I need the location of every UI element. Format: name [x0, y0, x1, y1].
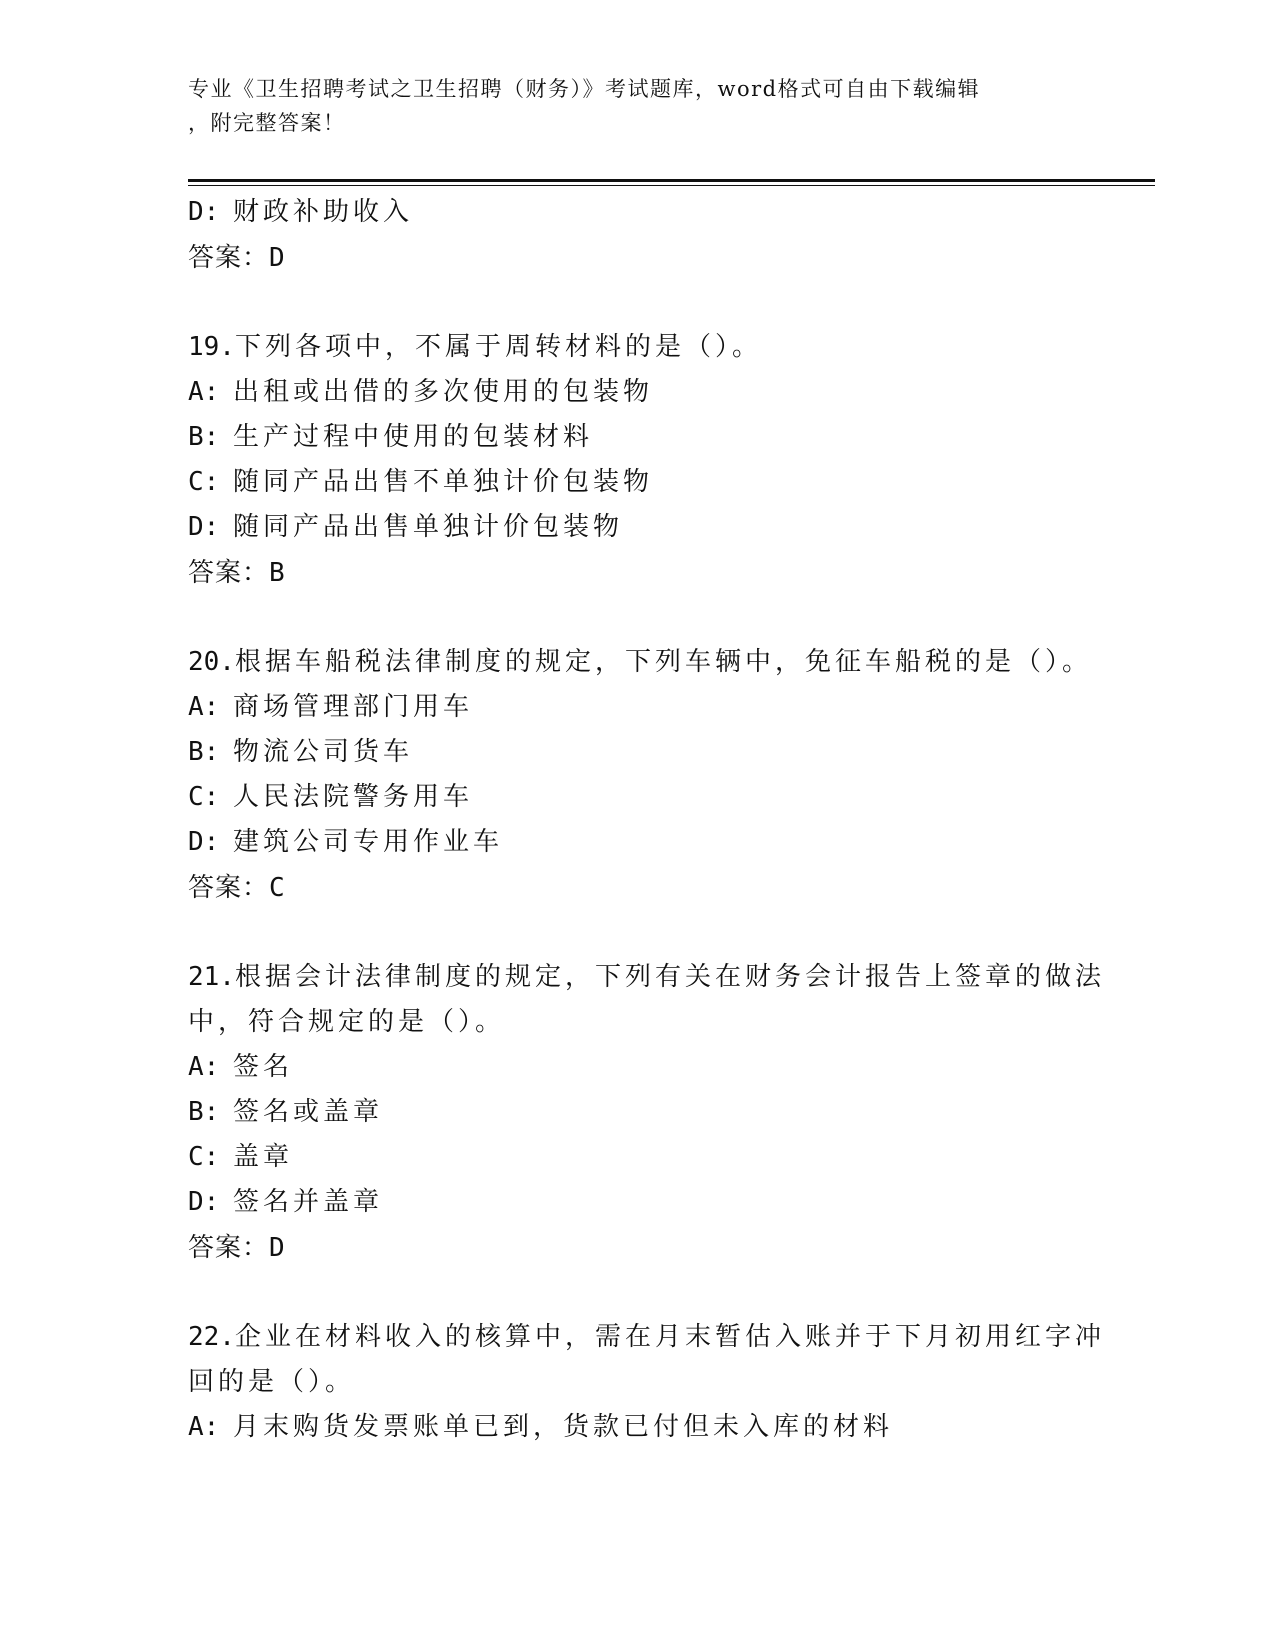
question-stem-text: 企业在材料收入的核算中，需在月末暂估入账并于下月初用红字冲: [234, 1322, 1105, 1352]
option-text: 盖章: [233, 1142, 294, 1172]
answer-line: [188, 550, 1088, 596]
option-tag: C:: [188, 467, 220, 497]
question-stem-text: 根据车船税法律制度的规定，下列车辆中，免征车船税的是（）。: [234, 647, 1092, 677]
question-number: 21.: [188, 962, 235, 992]
option-text: 随同产品出售单独计价包装物: [233, 512, 624, 542]
option-tag: A:: [188, 1052, 220, 1082]
question-20: [188, 640, 1092, 911]
option-tag: B:: [188, 1097, 220, 1127]
header-text-line1: 专业《卫生招聘考试之卫生招聘（财务）》考试题库，word格式可自由下载编辑: [188, 77, 981, 101]
option-d: [188, 1180, 1088, 1225]
option-text: 随同产品出售不单独计价包装物: [233, 467, 654, 497]
option-tag: C:: [188, 782, 220, 812]
option-tag: D:: [188, 827, 220, 857]
question-stem-text: 根据会计法律制度的规定，下列有关在财务会计报告上签章的做法: [234, 962, 1105, 992]
option-text: 财政补助收入: [233, 197, 414, 227]
header-divider-thin: [188, 185, 1155, 186]
answer-line: [188, 235, 1088, 281]
option-text: 建筑公司专用作业车: [233, 827, 504, 857]
option-b: [188, 1090, 1088, 1135]
question-number: 22.: [188, 1322, 235, 1352]
option-c: [188, 460, 1088, 505]
header-text-line2: ，附完整答案！: [188, 111, 346, 135]
question-19: [188, 325, 1088, 596]
option-tag: D:: [188, 1187, 220, 1217]
question-stem-line1: [188, 955, 1105, 1000]
question-number: 19.: [188, 332, 235, 362]
exam-content: [188, 190, 1105, 1450]
option-a: [188, 370, 1088, 415]
option-tag: D:: [188, 512, 220, 542]
option-b: [188, 415, 1088, 460]
answer-value: D: [269, 243, 286, 273]
option-text: 商场管理部门用车: [233, 692, 474, 722]
option-text: 签名或盖章: [233, 1097, 384, 1127]
option-tag: D:: [188, 197, 220, 227]
option-b: [188, 730, 1088, 775]
option-tag: A:: [188, 377, 220, 407]
option-c: [188, 1135, 1088, 1180]
option-d: [188, 190, 1088, 235]
option-tag: B:: [188, 737, 220, 767]
option-d: [188, 505, 1088, 550]
question-stem-line1: [188, 1315, 1105, 1360]
answer-line: [188, 1225, 1088, 1271]
answer-value: D: [269, 1233, 286, 1263]
answer-value: B: [269, 558, 286, 588]
question-number: 20.: [188, 647, 235, 677]
answer-label: 答案：: [188, 558, 270, 588]
option-d: [188, 820, 1088, 865]
option-tag: B:: [188, 422, 220, 452]
option-c: [188, 775, 1088, 820]
option-tag: A:: [188, 692, 220, 722]
option-text: 生产过程中使用的包装材料: [233, 422, 594, 452]
question-stem-text: 下列各项中，不属于周转材料的是（）。: [234, 332, 762, 362]
answer-value: C: [269, 873, 286, 903]
option-text: 物流公司货车: [233, 737, 414, 767]
option-text: 出租或出借的多次使用的包装物: [233, 377, 654, 407]
option-a: [188, 1045, 1088, 1090]
question-22: [188, 1315, 1105, 1450]
question-stem-line2: 中，符合规定的是（）。: [188, 1007, 506, 1037]
question-stem: [188, 640, 1092, 685]
option-text: 签名并盖章: [233, 1187, 384, 1217]
option-text: 签名: [233, 1052, 294, 1082]
option-text: 人民法院警务用车: [233, 782, 474, 812]
header-divider-thick: [188, 179, 1155, 182]
question-stem-line2: 回的是（）。: [188, 1367, 356, 1397]
question-21: [188, 955, 1105, 1271]
option-text: 月末购货发票账单已到，货款已付但未入库的材料: [233, 1412, 894, 1442]
question-stem: [188, 325, 1088, 370]
option-a: [188, 1405, 1088, 1450]
answer-line: [188, 865, 1088, 911]
option-tag: C:: [188, 1142, 220, 1172]
option-a: [188, 685, 1088, 730]
answer-label: 答案：: [188, 873, 270, 903]
answer-label: 答案：: [188, 1233, 270, 1263]
answer-label: 答案：: [188, 243, 270, 273]
option-tag: A:: [188, 1412, 220, 1442]
page-header: [188, 72, 1078, 140]
